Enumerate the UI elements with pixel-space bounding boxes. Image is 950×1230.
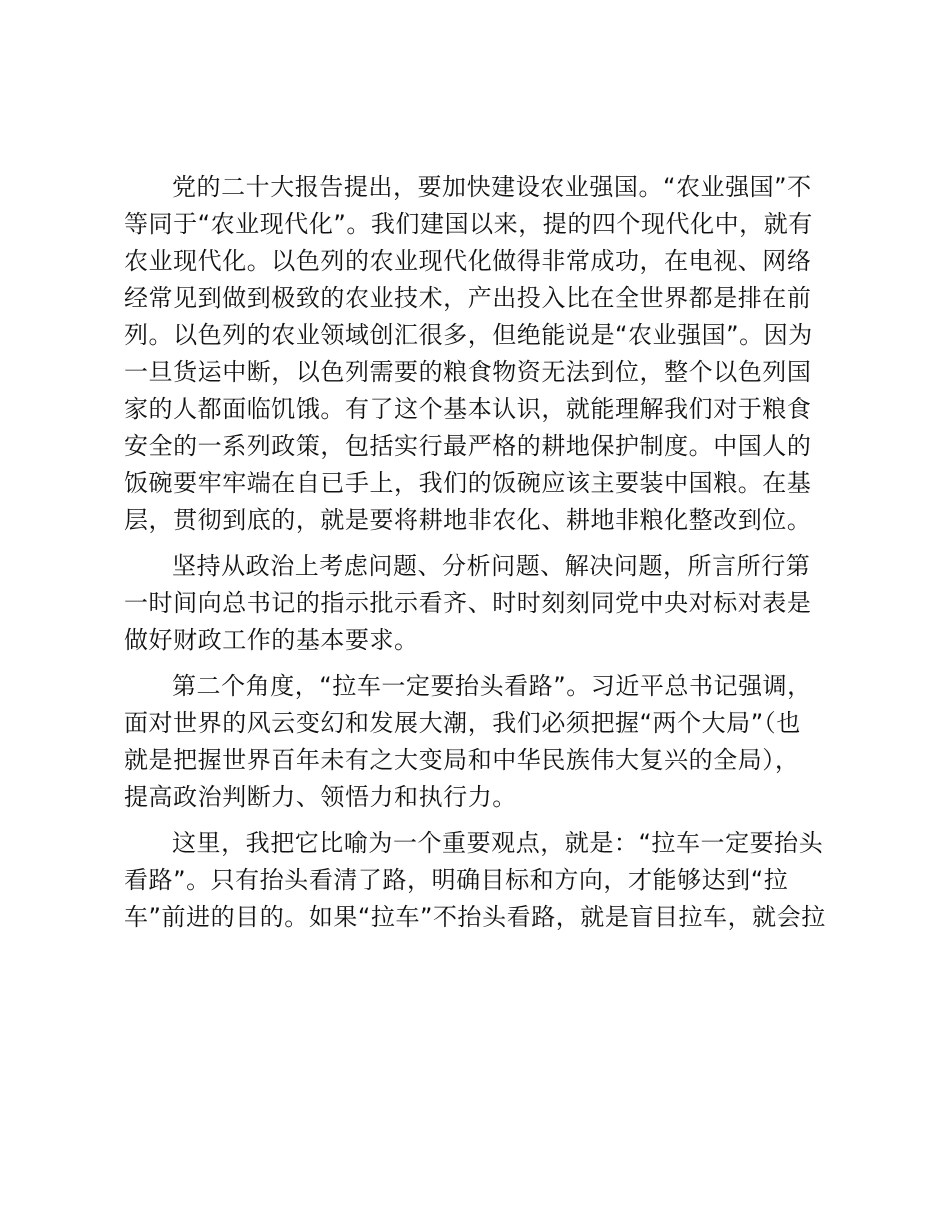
- text-line: 车”前进的目的。如果“拉车”不抬头看路，就是盲目拉车，就会拉: [124, 903, 826, 931]
- text-line: 面对世界的风云变幻和发展大潮，我们必须把握“两个大局”（也: [124, 709, 801, 737]
- text-line: 饭碗要牢牢端在自已手上，我们的饭碗应该主要装中国粮。在基: [124, 469, 812, 497]
- text-line: 看路”。只有抬头看清了路，明确目标和方向，才能够达到“拉: [124, 866, 789, 894]
- text-line: 就是把握世界百年未有之大变局和中华民族伟大复兴的全局），: [124, 746, 800, 774]
- text-line: 层，贯彻到底的，就是要将耕地非农化、耕地非粮化整改到位。: [124, 506, 812, 534]
- text-line: 农业现代化。以色列的农业现代化做得非常成功，在电视、网络: [124, 247, 812, 275]
- paragraph-metaphor: [124, 825, 836, 936]
- paragraph-political-thinking: [124, 548, 836, 659]
- text-line: 提高政治判断力、领悟力和执行力。: [124, 783, 517, 811]
- text-line: 做好财政工作的基本要求。: [124, 626, 419, 654]
- text-line: 等同于“农业现代化”。我们建国以来，提的四个现代化中，就有: [124, 210, 813, 238]
- text-line: 这里，我把它比喻为一个重要观点，就是：“拉车一定要抬头: [172, 829, 824, 857]
- text-line: 党的二十大报告提出，要加快建设农业强国。“农业强国”不: [172, 173, 812, 201]
- text-line: 第二个角度，“拉车一定要抬头看路”。习近平总书记强调，: [172, 672, 812, 700]
- text-line: 列。以色列的农业领域创汇很多，但绝能说是“农业强国”。因为: [124, 321, 813, 349]
- text-line: 坚持从政治上考虑问题、分析问题、解决问题，所言所行第: [172, 552, 811, 580]
- text-line: 经常见到做到极致的农业技术，产出投入比在全世界都是排在前: [124, 284, 812, 312]
- text-line: 家的人都面临饥饿。有了这个基本认识，就能理解我们对于粮食: [124, 395, 812, 423]
- text-line: 一时间向总书记的指示批示看齐、时时刻刻同党中央对标对表是: [124, 589, 812, 617]
- text-line: 安全的一系列政策，包括实行最严格的耕地保护制度。中国人的: [124, 432, 812, 460]
- text-line: 一旦货运中断，以色列需要的粮食物资无法到位，整个以色列国: [124, 358, 812, 386]
- body-text: [124, 169, 836, 936]
- paragraph-agricultural-power: [124, 169, 836, 539]
- paragraph-second-angle: [124, 668, 836, 816]
